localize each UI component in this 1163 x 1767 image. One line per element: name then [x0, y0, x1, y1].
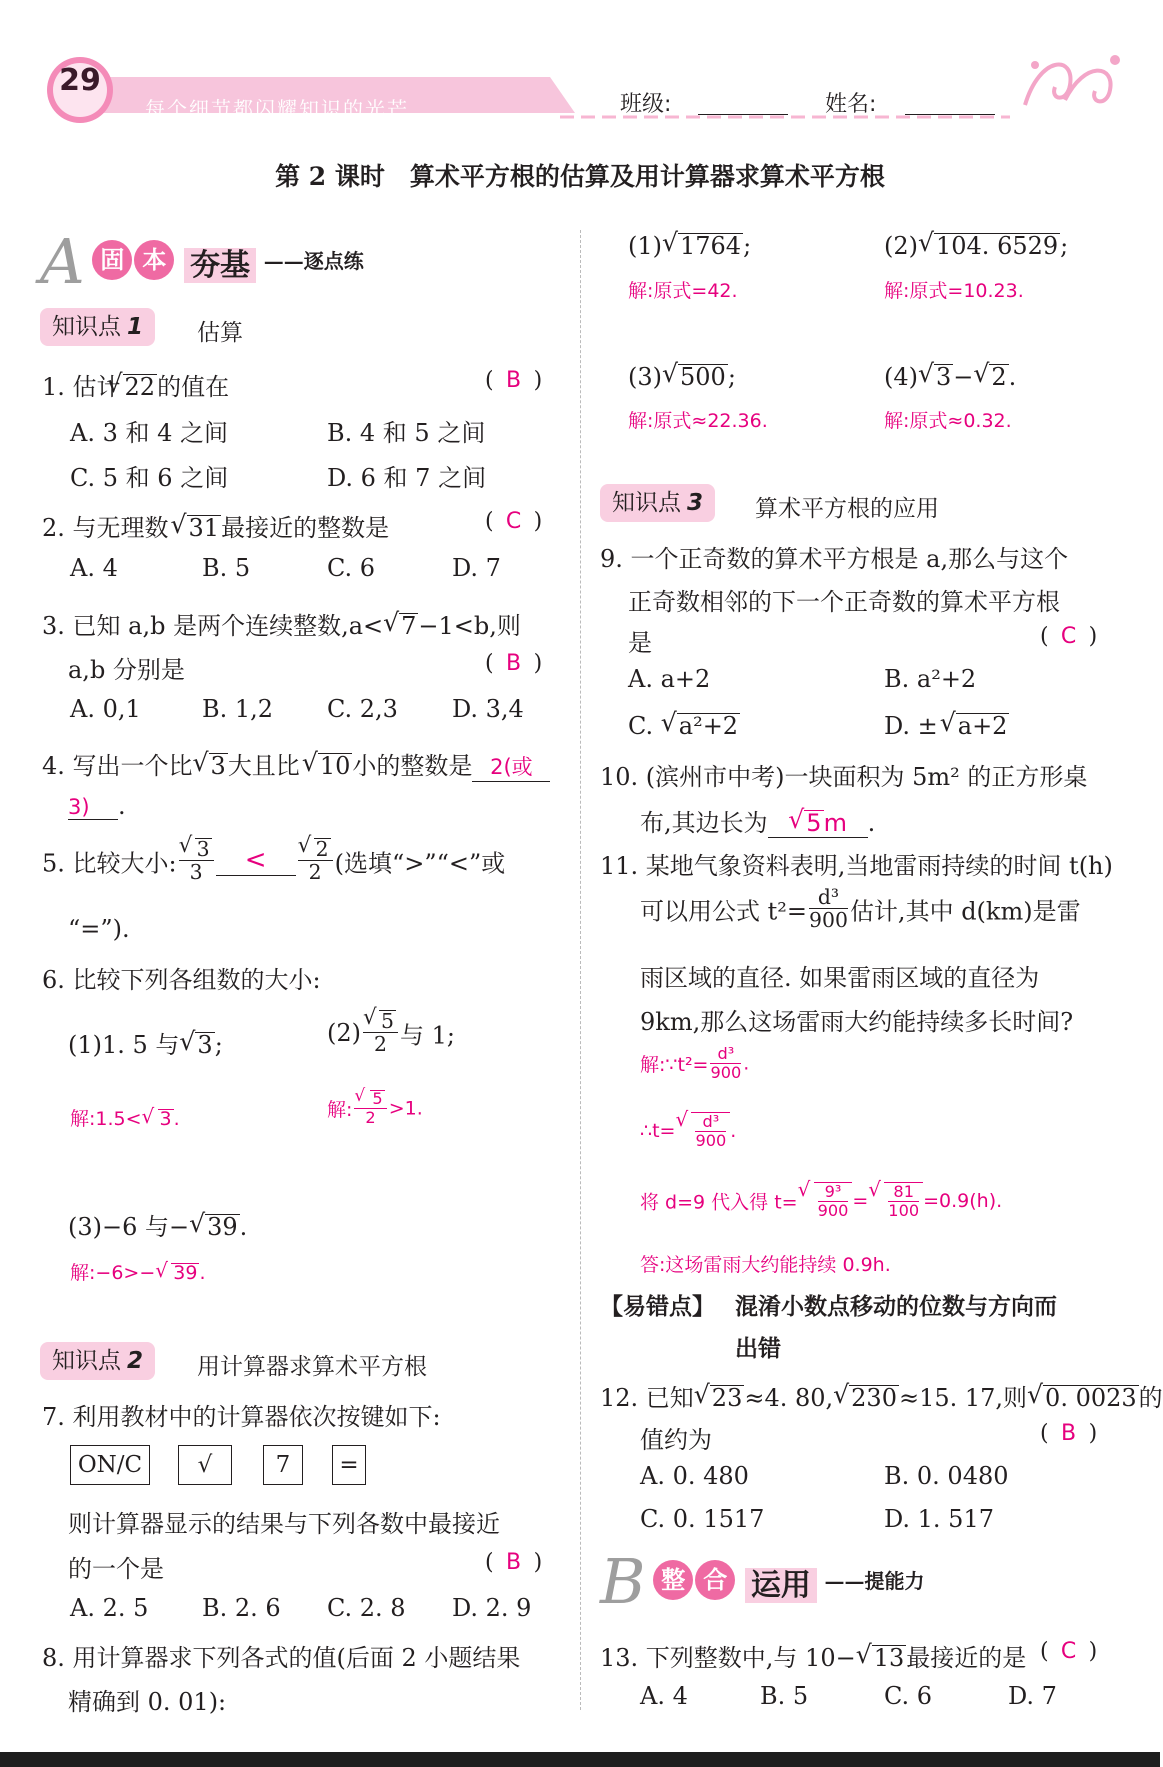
q8-solution-2: 解:原式=10.23. — [884, 280, 1024, 302]
key-on-c: ON/C — [70, 1445, 150, 1485]
section-b-char-2: 合 — [695, 1560, 735, 1600]
question-5: 5. 比较大小: √ $\frac{3}{3}$ < √ $\frac{2}{2}$ (选填“>”“<”或 — [42, 838, 505, 884]
q12-option-b: B. 0. 0480 — [884, 1462, 1009, 1490]
question-10: 10. (滨州市中考)一块面积为 5m² 的正方形桌 — [600, 763, 1088, 791]
q7-option-a: A. 2. 5 — [70, 1594, 149, 1622]
question-11-line-4: 9km,那么这场雷雨大约能持续多长时间? — [640, 1008, 1074, 1036]
question-3: 3. 已知 a,b 是两个连续整数,a<√ 7−1<b,则 — [42, 606, 521, 641]
page-number: 29 — [59, 63, 101, 98]
question-1: 1. 估计√ 22的值在 — [42, 367, 229, 402]
section-a-char-2: 本 — [134, 240, 174, 280]
knowledge-point-2-badge: 知识点 2 — [40, 1342, 155, 1380]
question-2-answer: ( C ) — [485, 509, 543, 534]
question-7-line-2: 则计算器显示的结果与下列各数中最接近 — [68, 1510, 500, 1538]
question-12-answer: ( B ) — [1040, 1421, 1098, 1446]
q2-option-d: D. 7 — [452, 554, 501, 582]
error-point-line-1: 混淆小数点移动的位数与方向而 — [735, 1294, 1057, 1320]
section-a-letter: A — [40, 225, 85, 298]
lesson-title: 第 2 课时 算术平方根的估算及用计算器求算术平方根 — [275, 162, 885, 191]
q6-part-1: (1)1. 5 与√ 3; — [68, 1025, 223, 1060]
q6-solution-3: 解:−6>−√ 39 . — [70, 1258, 205, 1285]
q3-option-b: B. 1,2 — [202, 695, 274, 723]
question-4: 4. 写出一个比√ 3大且比√ 10小的整数是 2(或 — [42, 746, 550, 782]
name-label: 姓名: — [825, 92, 877, 117]
q3-option-d: D. 3,4 — [452, 695, 524, 723]
q11-solution-1: 解:∵t²= $\frac{\text{d³}}{900}$ . — [640, 1044, 750, 1082]
question-7-line-3: 的一个是 — [68, 1555, 164, 1583]
section-b-subtitle: ——提能力 — [824, 1569, 925, 1593]
q8-part-2: (2)√ 104. 6529; — [884, 232, 1068, 260]
name-field[interactable] — [905, 112, 995, 115]
q2-option-b: B. 5 — [202, 554, 251, 582]
q6-solution-2: 解: √ $\frac{5}{2}$ >1. — [327, 1090, 423, 1127]
header-slogan: 每个细节都闪耀知识的光芒 — [145, 97, 409, 121]
key-sqrt: √ — [178, 1445, 232, 1485]
question-11: 11. 某地气象资料表明,当地雷雨持续的时间 t(h) — [600, 852, 1113, 880]
column-divider — [580, 230, 581, 1710]
q6-part-3: (3)−6 与−√ 39. — [68, 1207, 247, 1242]
question-12: 12. 已知√ 23≈4. 80,√ 230≈15. 17,则√ 0. 0023的 — [600, 1378, 1163, 1413]
section-a-title: 夯基 — [184, 248, 256, 283]
q1-option-b: B. 4 和 5 之间 — [327, 419, 486, 447]
question-4-line-2: 3) . — [68, 792, 126, 820]
section-a-subtitle: ——逐点练 — [263, 249, 364, 273]
question-12-line-2: 值约为 — [640, 1426, 712, 1454]
q8-solution-1: 解:原式=42. — [628, 280, 738, 302]
q8-solution-4: 解:原式≈0.32. — [884, 410, 1012, 432]
question-9-answer: ( C ) — [1040, 624, 1098, 649]
q12-option-a: A. 0. 480 — [640, 1462, 749, 1490]
question-13-answer: ( C ) — [1040, 1639, 1098, 1664]
section-b-title: 运用 — [745, 1568, 817, 1603]
q7-option-c: C. 2. 8 — [327, 1594, 406, 1622]
section-a-char-1: 固 — [92, 240, 132, 280]
question-8-line-2: 精确到 0. 01): — [68, 1688, 227, 1716]
error-point-label: 【易错点】 — [600, 1294, 715, 1320]
knowledge-point-1-badge: 知识点 1 — [40, 308, 155, 346]
section-a-heading — [40, 225, 364, 298]
question-11-line-3: 雨区域的直径. 如果雷雨区域的直径为 — [640, 964, 1040, 992]
section-b-letter: B — [600, 1545, 646, 1618]
question-5-line-2: “=”). — [68, 915, 130, 943]
question-3-line-2: a,b 分别是 — [68, 656, 185, 684]
class-label: 班级: — [620, 92, 672, 117]
q3-option-a: A. 0,1 — [70, 695, 141, 723]
question-10-line-2: 布,其边长为√ 5m . — [640, 803, 875, 838]
key-equals: = — [332, 1445, 366, 1485]
q6-solution-1: 解:1.5<√ 3 . — [70, 1104, 180, 1131]
question-13: 13. 下列整数中,与 10−√ 13最接近的是 — [600, 1638, 1026, 1673]
section-b-heading — [600, 1545, 924, 1618]
knowledge-point-2-title: 用计算器求算术平方根 — [197, 1354, 427, 1380]
question-11-line-2: 可以用公式 t²= $\frac{\text{d³}}{900}$ 估计,其中 d(km)是雷 — [640, 885, 1081, 933]
q11-solution-3: 将 d=9 代入得 t= √ $\frac{\text{9³}}{900}$ = √ $\frac{81}{100}$ =0.9(h). — [640, 1182, 1002, 1220]
q1-option-a: A. 3 和 4 之间 — [70, 419, 229, 447]
class-field[interactable] — [698, 112, 788, 115]
q8-solution-3: 解:原式≈22.36. — [628, 410, 768, 432]
q9-option-b: B. a²+2 — [884, 665, 977, 693]
q12-option-c: C. 0. 1517 — [640, 1505, 765, 1533]
q8-part-3: (3)√ 500; — [628, 363, 736, 391]
q9-option-d: D. ±√ a+2 — [884, 712, 1009, 740]
q9-option-a: A. a+2 — [628, 665, 711, 693]
q2-option-a: A. 4 — [70, 554, 118, 582]
question-7-answer: ( B ) — [485, 1550, 543, 1575]
q13-option-a: A. 4 — [640, 1682, 688, 1710]
q13-option-b: B. 5 — [760, 1682, 809, 1710]
knowledge-point-1-title: 估算 — [197, 320, 243, 346]
key-7: 7 — [263, 1445, 303, 1485]
q11-answer: 答:这场雷雨大约能持续 0.9h. — [640, 1254, 891, 1276]
knowledge-point-3-badge: 知识点 3 — [600, 484, 715, 522]
question-3-answer: ( B ) — [485, 651, 543, 676]
question-9-line-2: 正奇数相邻的下一个正奇数的算术平方根 — [628, 588, 1060, 616]
question-7: 7. 利用教材中的计算器依次按键如下: — [42, 1403, 441, 1431]
page-bottom-bar — [0, 1752, 1160, 1767]
question-9: 9. 一个正奇数的算术平方根是 a,那么与这个 — [600, 545, 1069, 573]
section-b-char-1: 整 — [653, 1560, 693, 1600]
q7-option-d: D. 2. 9 — [452, 1594, 532, 1622]
q7-option-b: B. 2. 6 — [202, 1594, 281, 1622]
question-9-line-3: 是 — [628, 629, 652, 657]
q13-option-c: C. 6 — [884, 1682, 933, 1710]
q13-option-d: D. 7 — [1008, 1682, 1057, 1710]
q6-part-2: (2) √ $\frac{5}{2}$ 与 1; — [327, 1010, 455, 1056]
q8-part-1: (1)√ 1764; — [628, 232, 751, 260]
question-8: 8. 用计算器求下列各式的值(后面 2 小题结果 — [42, 1644, 521, 1672]
q1-option-d: D. 6 和 7 之间 — [327, 464, 487, 492]
error-point-line-2: 出错 — [735, 1336, 781, 1362]
q3-option-c: C. 2,3 — [327, 695, 398, 723]
q12-option-d: D. 1. 517 — [884, 1505, 994, 1533]
q1-option-c: C. 5 和 6 之间 — [70, 464, 229, 492]
q11-solution-2: ∴t= √ $\frac{\text{d³}}{900}$ . — [640, 1112, 736, 1150]
q2-option-c: C. 6 — [327, 554, 376, 582]
question-1-answer: ( B ) — [485, 368, 543, 393]
q8-part-4: (4)√ 3−√ 2. — [884, 363, 1016, 391]
decorative-swirl-icon — [1015, 45, 1125, 125]
question-6: 6. 比较下列各组数的大小: — [42, 966, 321, 994]
knowledge-point-3-title: 算术平方根的应用 — [755, 496, 939, 522]
question-2: 2. 与无理数√ 31最接近的整数是 — [42, 508, 389, 543]
q9-option-c: C. √ a²+2 — [628, 712, 740, 740]
